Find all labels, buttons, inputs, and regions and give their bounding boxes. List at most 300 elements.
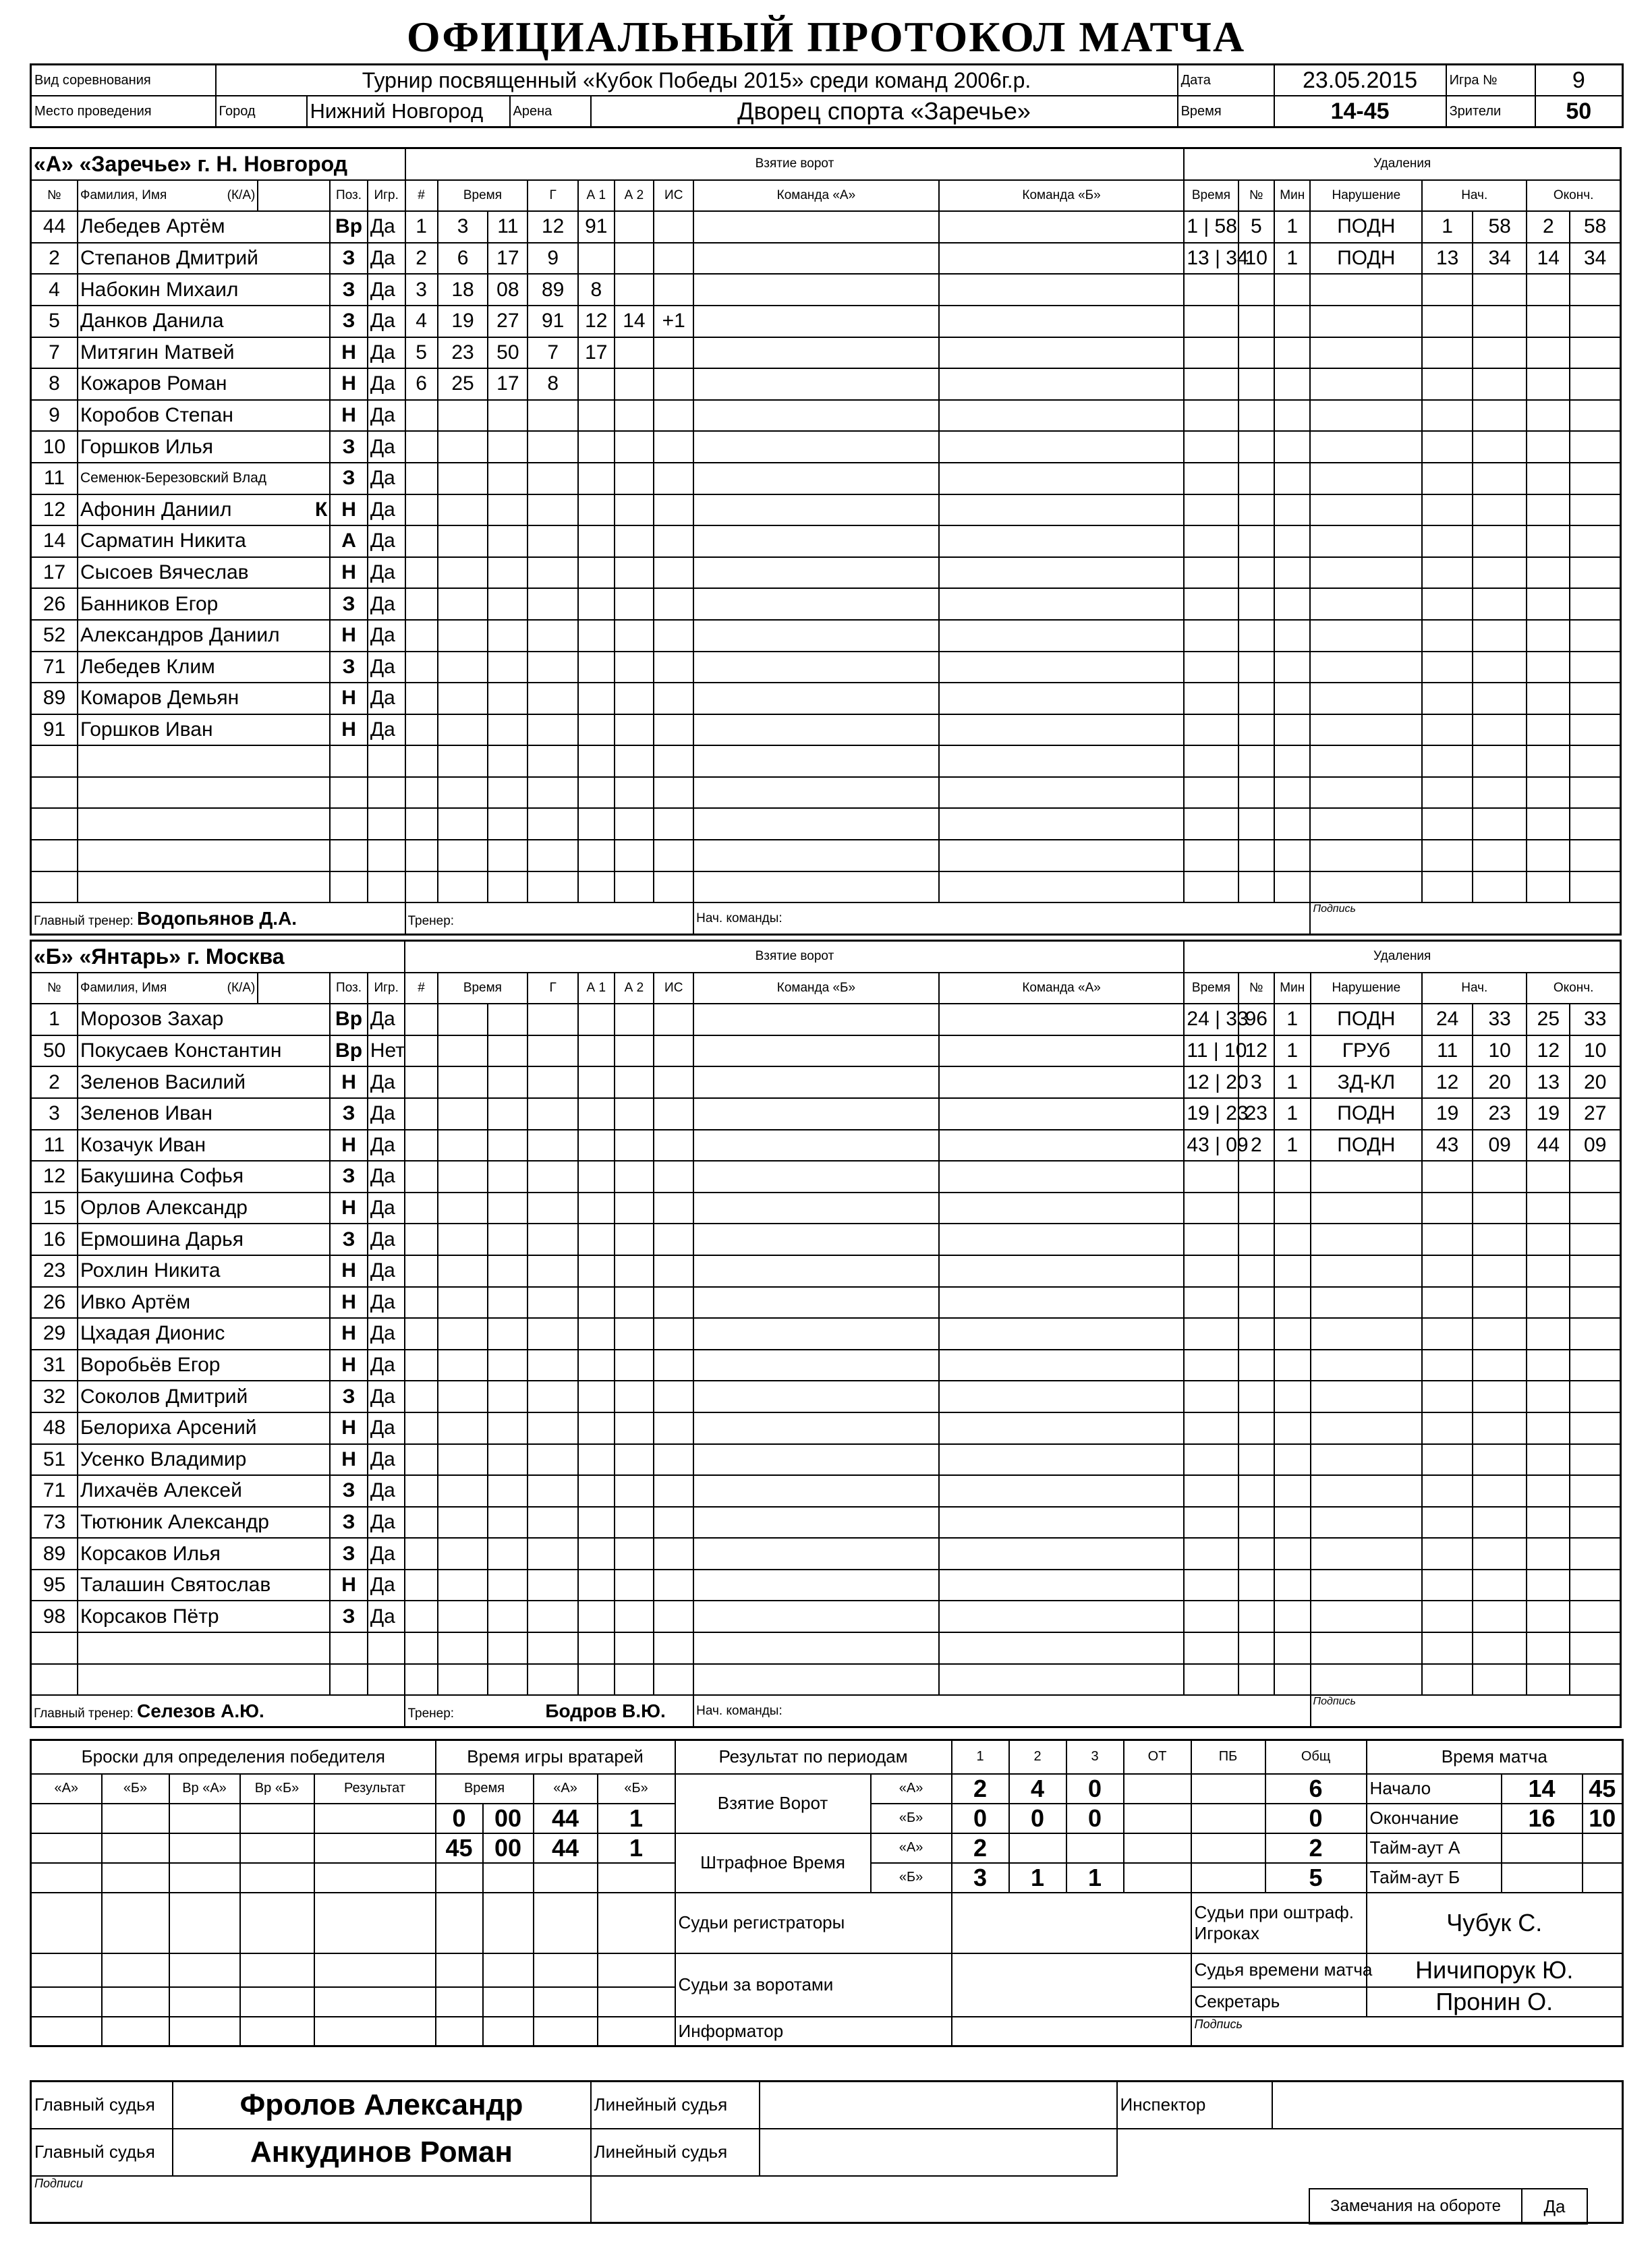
teamA-coach2: Тренер:: [405, 902, 694, 934]
start-minute: 45: [1583, 1774, 1623, 1804]
goal-assist-1: [578, 368, 614, 400]
goal-minute: 25: [438, 368, 488, 400]
player-position: З: [330, 1507, 368, 1539]
player-played: Да: [368, 683, 405, 714]
teamA-col-pen-time: Время: [1184, 180, 1238, 212]
date-value: 23.05.2015: [1274, 65, 1446, 96]
player-name: Белориха Арсений: [78, 1412, 330, 1444]
player-position: Н: [330, 1318, 368, 1350]
shootout-header: ПБ: [1191, 1740, 1265, 1774]
player-name: Зеленов Иван: [78, 1098, 330, 1130]
teamB-col-opp: Команда «А»: [939, 973, 1185, 1004]
penalty-end-min: 12: [1527, 1035, 1570, 1067]
teamB-col-pen-min: Мин: [1274, 973, 1310, 1004]
player-number: 95: [31, 1570, 78, 1601]
game-number: 9: [1535, 65, 1623, 96]
goal-assist-1: 12: [578, 306, 614, 337]
player-position: Н: [330, 683, 368, 714]
teamB-col-time: Время: [438, 973, 528, 1004]
shootout-col-gk-b: Вр «Б»: [240, 1774, 314, 1804]
teamB-coach: Главный тренер: Селезов А.Ю.: [31, 1695, 405, 1727]
teamB-col-name: Фамилия, Имя (К/А): [78, 973, 258, 1004]
player-row: [31, 1004, 1621, 1035]
player-played: Да: [368, 1161, 405, 1193]
end-label: Окончание: [1367, 1804, 1502, 1833]
player-name: Ивко Артём: [78, 1287, 330, 1319]
teamA-col-self: Команда «А»: [693, 180, 939, 212]
goal-number: 2: [405, 243, 438, 275]
remarks-box: [1309, 2188, 1588, 2225]
player-position: З: [330, 1538, 368, 1570]
penalty-end-min: 14: [1527, 243, 1570, 275]
teamB-col-a1: А 1: [578, 973, 614, 1004]
player-position: З: [330, 652, 368, 683]
player-name: Афонин Даниил К: [78, 494, 330, 526]
player-played: Да: [368, 1255, 405, 1287]
informer-label: Информатор: [675, 2017, 952, 2046]
player-played: Да: [368, 1318, 405, 1350]
gk-col-time: Время: [436, 1774, 534, 1804]
goal-minute: 6: [438, 243, 488, 275]
gk-row1-sec: 00: [483, 1804, 534, 1833]
time-label: Время: [1178, 96, 1274, 127]
player-position: З: [330, 1161, 368, 1193]
penalty-start-min: 1: [1422, 211, 1473, 243]
pims-a-p1: 2: [952, 1833, 1009, 1863]
player-played: Да: [368, 1287, 405, 1319]
player-name: Соколов Дмитрий: [78, 1381, 330, 1412]
player-played: Да: [368, 1350, 405, 1381]
player-row: [31, 494, 1621, 526]
pims-team-b: «Б»: [871, 1863, 952, 1893]
time-judge-value: Ничипорук Ю.: [1367, 1953, 1623, 1987]
goal-assist-2: [615, 337, 654, 369]
player-played: Да: [368, 243, 405, 275]
player-row: [31, 431, 1621, 463]
period-2-header: 2: [1009, 1740, 1066, 1774]
shootout-title: Броски для определения победителя: [31, 1740, 436, 1774]
player-position: Н: [330, 1130, 368, 1162]
player-number: 51: [31, 1444, 78, 1476]
goal-number: 3: [405, 274, 438, 306]
penalty-player: 3: [1238, 1066, 1274, 1098]
player-name: Комаров Демьян: [78, 683, 330, 714]
referee-1-value: Фролов Александр: [173, 2082, 591, 2129]
goal-scorer: 12: [528, 211, 578, 243]
goal-scorer: 8: [528, 368, 578, 400]
player-position: Н: [330, 337, 368, 369]
player-row: [31, 400, 1621, 432]
teamA-coach: Главный тренер: Водопьянов Д.А.: [31, 902, 405, 934]
player-number: 73: [31, 1507, 78, 1539]
teamA-col-a2: А 2: [615, 180, 654, 212]
teamB-col-g: Г: [528, 973, 578, 1004]
spectators-value: 50: [1535, 96, 1623, 127]
timeout-a-label: Тайм-аут А: [1367, 1833, 1502, 1863]
player-name: Кожаров Роман: [78, 368, 330, 400]
player-played: Да: [368, 400, 405, 432]
teamB-col-pen-time: Время: [1184, 973, 1238, 1004]
player-row: [31, 1664, 1621, 1696]
player-number: 52: [31, 620, 78, 652]
player-row: [31, 1224, 1621, 1255]
player-position: З: [330, 588, 368, 620]
game-label: Игра №: [1446, 65, 1535, 96]
goal-second: 17: [488, 368, 528, 400]
penalty-time: 19 | 23: [1184, 1098, 1238, 1130]
player-played: Да: [368, 1412, 405, 1444]
player-row: [31, 1066, 1621, 1098]
player-row: [31, 1318, 1621, 1350]
teamB-col-pen-no: №: [1238, 973, 1274, 1004]
player-row: [31, 274, 1621, 306]
player-number: 23: [31, 1255, 78, 1287]
player-position: Н: [330, 1444, 368, 1476]
player-position: Н: [330, 1193, 368, 1224]
player-played: Да: [368, 1098, 405, 1130]
goal-minute: 23: [438, 337, 488, 369]
player-row: [31, 1601, 1621, 1632]
player-number: 32: [31, 1381, 78, 1412]
player-number: 89: [31, 683, 78, 714]
teamA-table: [30, 147, 1622, 936]
penalty-start-sec: 34: [1473, 243, 1527, 275]
player-row: [31, 1193, 1621, 1224]
pims-b-p3: 1: [1066, 1863, 1124, 1893]
player-number: 71: [31, 1475, 78, 1507]
player-played: Да: [368, 1507, 405, 1539]
player-name: Степанов Дмитрий: [78, 243, 330, 275]
player-name: Сысоев Вячеслав: [78, 557, 330, 589]
player-played: Да: [368, 368, 405, 400]
teamB-col-play: Игр.: [368, 973, 405, 1004]
player-position: З: [330, 243, 368, 275]
player-position: З: [330, 1601, 368, 1632]
penalty-start-sec: 10: [1473, 1035, 1527, 1067]
player-number: 44: [31, 211, 78, 243]
player-position: Н: [330, 557, 368, 589]
penalty-end-min: 25: [1527, 1004, 1570, 1035]
start-hour: 14: [1502, 1774, 1583, 1804]
goal-situation: [654, 274, 693, 306]
gk-row2-b: 1: [598, 1833, 675, 1863]
goal-situation: [654, 337, 693, 369]
penalty-infraction: ГРУб: [1311, 1035, 1423, 1067]
player-row: [31, 1507, 1621, 1539]
goal-assist-2: [615, 368, 654, 400]
teamB-col-pen-inf: Нарушение: [1311, 973, 1423, 1004]
penalty-start-min: 13: [1422, 243, 1473, 275]
date-label: Дата: [1178, 65, 1274, 96]
goal-minute: 19: [438, 306, 488, 337]
player-number: 12: [31, 494, 78, 526]
goals-b-p3: 0: [1066, 1804, 1124, 1833]
player-row: [31, 211, 1621, 243]
player-played: Да: [368, 1066, 405, 1098]
goal-assist-2: [615, 243, 654, 275]
player-row: [31, 871, 1621, 903]
teamA-col-num: #: [405, 180, 438, 212]
penalty-minutes: 1: [1274, 1004, 1310, 1035]
player-number: 11: [31, 463, 78, 494]
penalty-infraction: ПОДН: [1310, 243, 1422, 275]
penalty-player: 23: [1238, 1098, 1274, 1130]
teamA-col-pos: Поз.: [330, 180, 368, 212]
player-number: 31: [31, 1350, 78, 1381]
player-position: Н: [330, 400, 368, 432]
player-position: Н: [330, 494, 368, 526]
player-position: З: [330, 463, 368, 494]
player-position: Н: [330, 620, 368, 652]
player-number: 98: [31, 1601, 78, 1632]
player-row: [31, 1412, 1621, 1444]
player-number: 10: [31, 431, 78, 463]
player-played: Да: [368, 1538, 405, 1570]
player-played: Да: [368, 620, 405, 652]
goalie-time-title: Время игры вратарей: [436, 1740, 675, 1774]
player-row: [31, 745, 1621, 777]
goal-minute: 3: [438, 211, 488, 243]
player-position: Н: [330, 1350, 368, 1381]
player-played: Да: [368, 1601, 405, 1632]
remarks-label: Замечания на обороте: [1309, 2189, 1522, 2224]
goal-second: 11: [488, 211, 528, 243]
gk-row2-a: 44: [534, 1833, 598, 1863]
teamA-col-pen-end: Оконч.: [1527, 180, 1620, 212]
player-name: Талашин Святослав: [78, 1570, 330, 1601]
player-row: [31, 1098, 1621, 1130]
goal-second: 08: [488, 274, 528, 306]
player-row: [31, 652, 1621, 683]
pims-a-total: 2: [1265, 1833, 1367, 1863]
city-value: Нижний Новгород: [307, 96, 510, 127]
time-value: 14-45: [1274, 96, 1446, 127]
goal-situation: +1: [654, 306, 693, 337]
player-number: 12: [31, 1161, 78, 1193]
linesman-1-label: Линейный судья: [591, 2082, 760, 2129]
penalty-end-min: 2: [1527, 211, 1570, 243]
player-name: Корсаков Пётр: [78, 1601, 330, 1632]
teamB-col-is: ИС: [654, 973, 693, 1004]
referee-1-label: Главный судья: [31, 2082, 173, 2129]
player-played: Да: [368, 1130, 405, 1162]
penalty-minutes: 1: [1274, 1066, 1310, 1098]
player-played: Да: [368, 588, 405, 620]
player-number: 91: [31, 714, 78, 746]
period-1-header: 1: [952, 1740, 1009, 1774]
teamA-col-is: ИС: [654, 180, 693, 212]
player-row: [31, 1381, 1621, 1412]
player-row: [31, 1570, 1621, 1601]
player-number: 15: [31, 1193, 78, 1224]
penalty-time: 1 | 58: [1184, 211, 1238, 243]
gk-col-a: «А»: [534, 1774, 598, 1804]
player-played: Да: [368, 306, 405, 337]
teamB-col-no: №: [31, 973, 78, 1004]
player-position: Вр: [330, 211, 368, 243]
player-number: 89: [31, 1538, 78, 1570]
secretary-label: Секретарь: [1191, 1987, 1367, 2017]
player-number: 2: [31, 1066, 78, 1098]
penalty-start-min: 19: [1422, 1098, 1473, 1130]
player-number: 71: [31, 652, 78, 683]
player-number: 14: [31, 525, 78, 557]
player-position: Н: [330, 1412, 368, 1444]
goals-team-b: «Б»: [871, 1804, 952, 1833]
penalty-end-sec: 27: [1570, 1098, 1620, 1130]
penalty-end-sec: 09: [1570, 1130, 1620, 1162]
teamB-col-pos: Поз.: [330, 973, 368, 1004]
penalty-time: 11 | 10: [1184, 1035, 1238, 1067]
player-row: [31, 1632, 1621, 1664]
player-played: Да: [368, 494, 405, 526]
player-played: Да: [368, 1004, 405, 1035]
player-name: Усенко Владимир: [78, 1444, 330, 1476]
penalty-end-min: 19: [1527, 1098, 1570, 1130]
player-number: 29: [31, 1318, 78, 1350]
goals-b-p1: 0: [952, 1804, 1009, 1833]
referee-2-label: Главный судья: [31, 2129, 173, 2176]
registrars-label: Судьи регистраторы: [675, 1893, 952, 1953]
arena-label: Арена: [510, 96, 591, 127]
teamB-chief: Нач. команды:: [693, 1695, 1310, 1727]
gk-col-b: «Б»: [598, 1774, 675, 1804]
signatures-label: Подписи: [31, 2176, 591, 2223]
goal-scorer: 91: [528, 306, 578, 337]
player-name: Митягин Матвей: [78, 337, 330, 369]
goals-a-ot: [1124, 1774, 1191, 1804]
player-row: [31, 557, 1621, 589]
periods-title: Результат по периодам: [675, 1740, 952, 1774]
referee-2-value: Анкудинов Роман: [173, 2129, 591, 2176]
player-row: [31, 1538, 1621, 1570]
player-played: Да: [368, 525, 405, 557]
player-position: Вр: [330, 1004, 368, 1035]
pims-b-p1: 3: [952, 1863, 1009, 1893]
player-name: Бакушина Софья: [78, 1161, 330, 1193]
shootout-col-b: «Б»: [102, 1774, 169, 1804]
teamB-col-pen-start: Нач.: [1422, 973, 1527, 1004]
player-row: [31, 1287, 1621, 1319]
goal-assist-1: [578, 243, 614, 275]
player-played: Да: [368, 431, 405, 463]
player-position: З: [330, 306, 368, 337]
penalty-judges-label: Судьи при оштраф. Игроках: [1191, 1893, 1367, 1953]
goal-scorer: 7: [528, 337, 578, 369]
teamB-title: «Б» «Янтарь» г. Москва: [31, 941, 405, 973]
teamA-col-time: Время: [438, 180, 528, 212]
player-row: [31, 368, 1621, 400]
goal-assist-1: 17: [578, 337, 614, 369]
player-name: Лебедев Клим: [78, 652, 330, 683]
timeout-b-label: Тайм-аут Б: [1367, 1863, 1502, 1893]
player-played: Нет: [368, 1035, 405, 1067]
player-row: [31, 777, 1621, 809]
player-name: Данков Данила: [78, 306, 330, 337]
goal-assist-2: 14: [615, 306, 654, 337]
penalty-start-min: 11: [1422, 1035, 1473, 1067]
penalty-infraction: ЗД-КЛ: [1311, 1066, 1423, 1098]
player-number: 5: [31, 306, 78, 337]
teamA-col-g: Г: [528, 180, 578, 212]
time-judge-label: Судья времени матча: [1191, 1953, 1367, 1987]
penalty-start-sec: 33: [1473, 1004, 1527, 1035]
player-number: 11: [31, 1130, 78, 1162]
player-name: Лихачёв Алексей: [78, 1475, 330, 1507]
player-name: Зеленов Василий: [78, 1066, 330, 1098]
teamA-col-a1: А 1: [578, 180, 614, 212]
player-name: Семенюк-Березовский Влад: [78, 463, 330, 494]
pims-a-ot: [1124, 1833, 1191, 1863]
gk-row2-sec: 00: [483, 1833, 534, 1863]
teamA-col-pen-start: Нач.: [1422, 180, 1527, 212]
player-played: Да: [368, 1381, 405, 1412]
player-played: Да: [368, 1444, 405, 1476]
team-b-section: [30, 940, 1622, 1728]
player-name: Банников Егор: [78, 588, 330, 620]
overtime-header: ОТ: [1124, 1740, 1191, 1774]
penalty-start-min: 43: [1422, 1130, 1473, 1162]
player-row: [31, 1255, 1621, 1287]
player-played: Да: [368, 274, 405, 306]
penalty-minutes: 1: [1274, 1098, 1310, 1130]
penalty-start-sec: 09: [1473, 1130, 1527, 1162]
penalty-player: 5: [1238, 211, 1274, 243]
player-played: Да: [368, 1224, 405, 1255]
player-position: З: [330, 431, 368, 463]
player-name: Цхадая Дионис: [78, 1318, 330, 1350]
penalty-start-sec: 23: [1473, 1098, 1527, 1130]
player-number: 1: [31, 1004, 78, 1035]
city-label: Город: [216, 96, 307, 127]
player-name: Сарматин Никита: [78, 525, 330, 557]
goal-second: 27: [488, 306, 528, 337]
team-a-section: [30, 147, 1622, 936]
player-number: 4: [31, 274, 78, 306]
period-3-header: 3: [1066, 1740, 1124, 1774]
penalty-player: 12: [1238, 1035, 1274, 1067]
pims-team-a: «А»: [871, 1833, 952, 1863]
penalty-time: 43 | 09: [1184, 1130, 1238, 1162]
player-position: Н: [330, 368, 368, 400]
goals-a-p2: 4: [1009, 1774, 1066, 1804]
penalty-minutes: 1: [1274, 243, 1310, 275]
remarks-value: Да: [1522, 2189, 1587, 2224]
match-time-title: Время матча: [1367, 1740, 1623, 1774]
player-name: Орлов Александр: [78, 1193, 330, 1224]
player-row: [31, 337, 1621, 369]
player-row: [31, 620, 1621, 652]
player-number: 17: [31, 557, 78, 589]
shootout-col-gk-a: Вр «А»: [169, 1774, 240, 1804]
player-position: Вр: [330, 1035, 368, 1067]
player-row: [31, 1350, 1621, 1381]
gk-row2-min: 45: [436, 1833, 483, 1863]
player-name: Александров Даниил: [78, 620, 330, 652]
goal-situation: [654, 368, 693, 400]
penalty-end-min: 13: [1527, 1066, 1570, 1098]
teamB-table: [30, 940, 1622, 1728]
goal-assist-2: [615, 274, 654, 306]
penalty-start-sec: 58: [1473, 211, 1527, 243]
player-number: 2: [31, 243, 78, 275]
player-row: [31, 463, 1621, 494]
player-name: Покусаев Константин: [78, 1035, 330, 1067]
penalty-time: 12 | 20: [1184, 1066, 1238, 1098]
teamB-col-num: #: [405, 973, 437, 1004]
shootout-col-a: «А»: [31, 1774, 102, 1804]
player-position: З: [330, 274, 368, 306]
